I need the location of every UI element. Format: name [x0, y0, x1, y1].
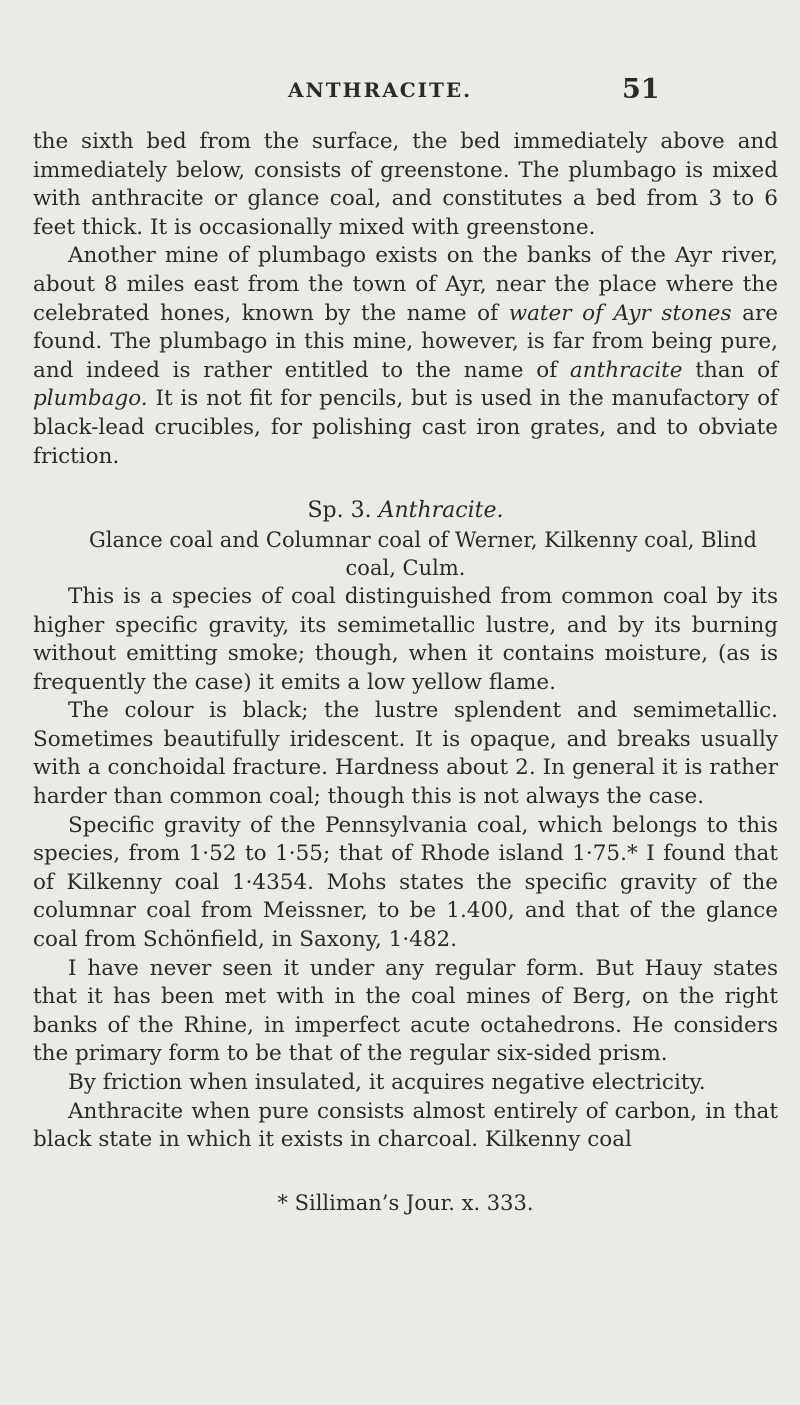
section-label: Sp. 3. [307, 498, 379, 524]
italic-run: water of Ayr stones [508, 300, 732, 326]
section-heading [33, 497, 778, 526]
paragraph-form: I have never seen it under any regular form. But Hauy states that it has been met with in the coal mines of Berg, on the right banks of the Rhine, in imperfect acute octahedrons. He considers the primary form to be that of the regular six-sided prism. [33, 955, 778, 1067]
italic-run: anthracite [569, 357, 683, 383]
text-run: than of [682, 357, 779, 383]
running-head: ANTHRACITE. [288, 78, 473, 102]
paragraph-description: This is a species of coal distinguished from common coal by its higher specific gravity, its semimetallic lustre, and by its burning without emitting smoke; though, when it contains moisture, (as is frequently the case) it emits a low yellow flame. [33, 583, 778, 695]
paragraph-specific-gravity: Specific gravity of the Pennsylvania coal, which belongs to this species, from 1·52 to 1·55; that of Rhode island 1·75.* I found that of Kilkenny coal 1·4354. Mohs states the specific gravity of the columnar coal from Meissner, to be 1.400, and that of the glance coal from Schönfield, in Saxony, 1·482. [33, 812, 778, 953]
text-run: Another mine of plumbago exists on the banks of the Ayr river, about 8 miles east from the town of Ayr, near the place where the celebrated hones, known by the name of [33, 243, 778, 326]
page-number: 51 [622, 74, 660, 105]
section-species: Anthracite. [378, 498, 504, 524]
body-text [33, 128, 778, 1217]
page-header [0, 74, 800, 108]
footnote: * Silliman’s Jour. x. 333. [277, 1190, 534, 1215]
italic-run: plumbago. [33, 386, 148, 412]
paragraph-colour: The colour is black; the lustre splendent and semimetallic. Sometimes beautifully iridescent. It is opaque, and breaks usually with a conchoidal fracture. Hardness about 2. In general it is rather harder than common coal; though this is not always the case. [33, 698, 778, 810]
text-run: It is not fit for pencils, but is used in the manufactory of black-lead crucibles, for polishing cast iron grates, and to obviate friction. [33, 386, 778, 469]
synonyms-line: Glance coal and Columnar coal of Werner, Kilkenny coal, Blind coal, Culm. [89, 527, 757, 581]
paragraph-electricity: By friction when insulated, it acquires negative electricity. [68, 1070, 706, 1095]
paragraph-ayr-mine [33, 242, 778, 471]
text-run: are found. The plumbago in this mine, however, is far from being pure, and indeed is rather entitled to the name of [33, 300, 779, 383]
paragraph-composition: Anthracite when pure consists almost entirely of carbon, in that black state in which it exists in charcoal. Kilkenny coal [33, 1098, 778, 1153]
paragraph-continued: the sixth bed from the surface, the bed immediately above and immediately below, consists of greenstone. The plumbago is mixed with anthracite or glance coal, and constitutes a bed from 3 to 6 feet thick. It is occasionally mixed with greenstone. [33, 129, 778, 240]
